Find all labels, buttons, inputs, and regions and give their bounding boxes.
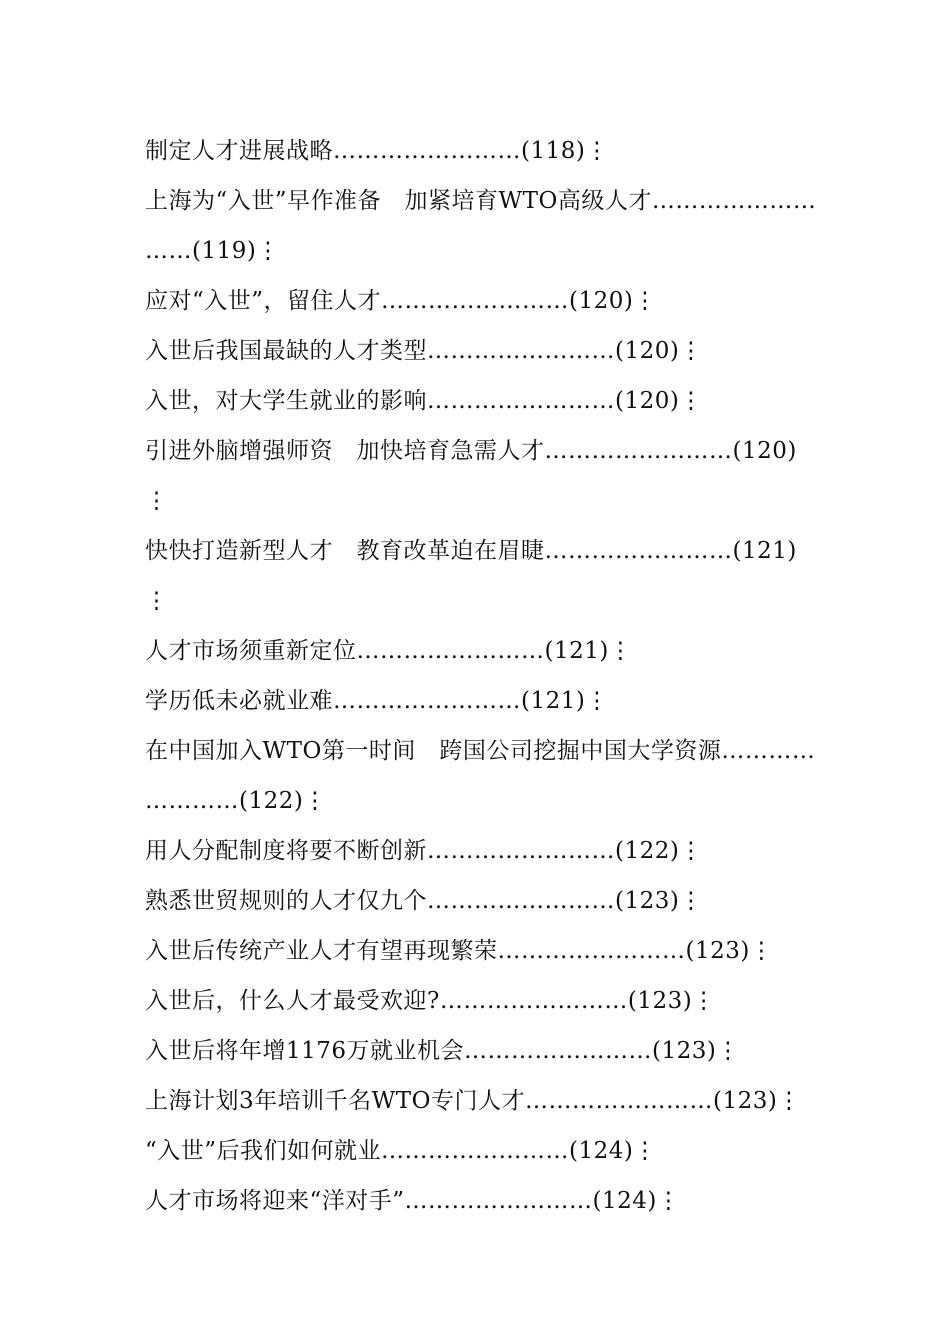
toc-entry: 制定人才进展战略……………………(118)⋮ xyxy=(145,138,609,164)
toc-entry: 入世后将年增1176万就业机会……………………(123)⋮ xyxy=(145,1038,740,1064)
toc-entry: 入世后，什么人才最受欢迎?……………………(123)⋮ xyxy=(145,988,716,1014)
toc-entry: 入世，对大学生就业的影响……………………(120)⋮ xyxy=(145,388,703,414)
toc-entry: 上海为“入世”早作准备 加紧培育WTO高级人才………………… xyxy=(145,188,817,214)
toc-entry: 用人分配制度将要不断创新……………………(122)⋮ xyxy=(145,838,703,864)
toc-entry: “入世”后我们如何就业……………………(124)⋮ xyxy=(145,1138,657,1164)
toc-entry: 入世后我国最缺的人才类型……………………(120)⋮ xyxy=(145,338,703,364)
toc-entry: 上海计划3年培训千名WTO专门人才……………………(123)⋮ xyxy=(145,1088,801,1114)
toc-entry: 快快打造新型人才 教育改革迫在眉睫……………………(121) xyxy=(145,538,797,564)
toc-entry: 人才市场须重新定位……………………(121)⋮ xyxy=(145,638,633,664)
toc-entry: 人才市场将迎来“洋对手”……………………(124)⋮ xyxy=(145,1188,681,1214)
toc-entry: 在中国加入WTO第一时间 跨国公司挖掘中国大学资源………… xyxy=(145,738,816,764)
toc-entry: 学历低未必就业难……………………(121)⋮ xyxy=(145,688,609,714)
toc-entry: 引进外脑增强师资 加快培育急需人才……………………(120) xyxy=(145,438,797,464)
table-of-contents xyxy=(145,126,847,1226)
toc-entry-continuation: ……(119)⋮ xyxy=(145,238,280,264)
toc-entry-continuation: ⋮ xyxy=(145,488,169,514)
toc-entry: 入世后传统产业人才有望再现繁荣……………………(123)⋮ xyxy=(145,938,774,964)
toc-entry: 熟悉世贸规则的人才仅九个……………………(123)⋮ xyxy=(145,888,703,914)
toc-entry-continuation: ⋮ xyxy=(145,588,169,614)
toc-entry-continuation: …………(122)⋮ xyxy=(145,788,327,814)
toc-entry: 应对“入世”，留住人才……………………(120)⋮ xyxy=(145,288,657,314)
